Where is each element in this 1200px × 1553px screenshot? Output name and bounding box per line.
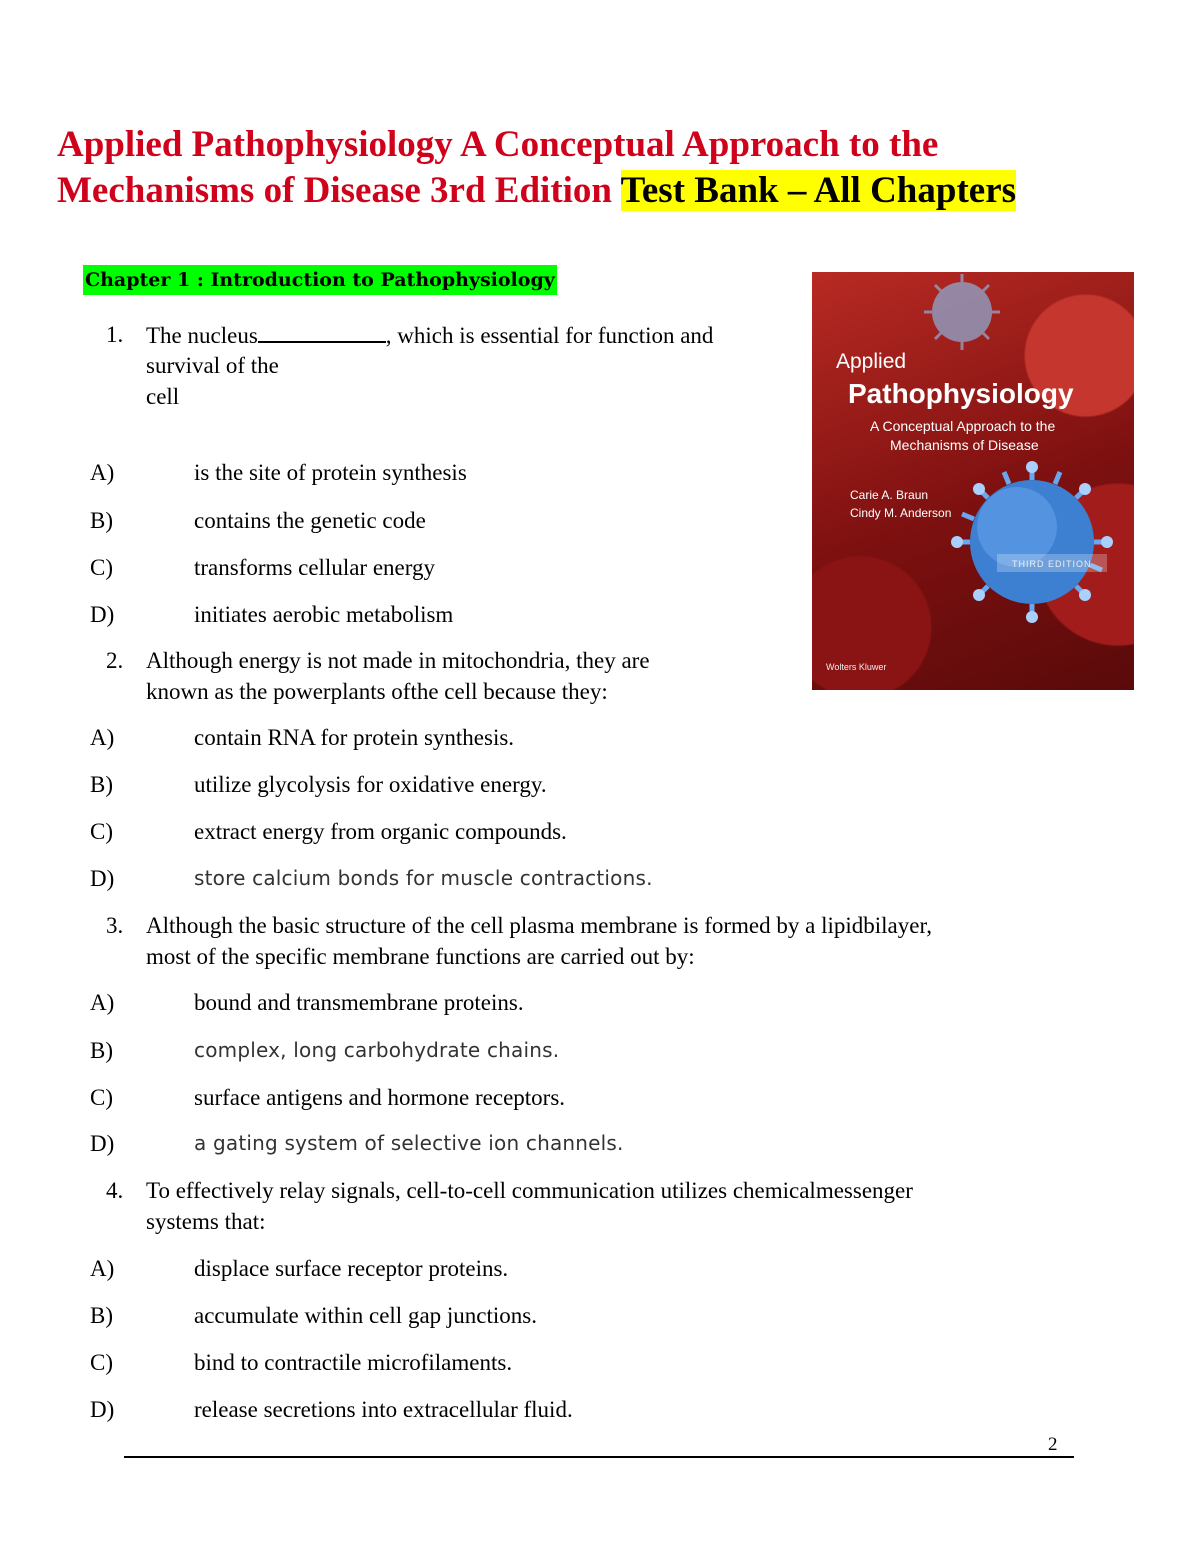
option-letter: D): [90, 1131, 115, 1156]
option-letter: C): [90, 555, 113, 580]
answer-blank: [258, 319, 386, 343]
option-text: bind to contractile microfilaments.: [194, 1350, 513, 1375]
option-letter: A): [90, 460, 115, 485]
option-letter: C): [90, 1350, 113, 1375]
title-line-2: [57, 168, 1157, 214]
option-letter: C): [90, 819, 113, 844]
title-highlight: Test Bank – All Chapters: [620, 170, 1017, 211]
cover-publisher: Wolters Kluwer: [826, 662, 887, 672]
option-letter: D): [90, 1397, 115, 1422]
option-letter: B): [90, 508, 113, 533]
option-text: release secretions into extracellular fluid.: [194, 1397, 573, 1422]
option-text: store calcium bonds for muscle contractions.: [194, 866, 653, 890]
option-text: utilize glycolysis for oxidative energy.: [194, 772, 547, 797]
option-text: complex, long carbohydrate chains.: [194, 1038, 560, 1062]
cover-edition: THIRD EDITION: [1012, 559, 1092, 569]
question-1-stem: [146, 319, 713, 351]
option-letter: A): [90, 1256, 115, 1281]
option-text: is the site of protein synthesis: [194, 460, 467, 485]
question-2-stem-line1: Although energy is not made in mitochondria, they are: [146, 648, 650, 673]
question-2-stem-line2: known as the powerplants ofthe cell because they:: [146, 679, 608, 704]
question-1-stem-part2: , which is essential for function and: [385, 323, 714, 348]
question-4-number: 4.: [106, 1178, 124, 1203]
option-letter: B): [90, 1303, 113, 1328]
option-letter: C): [90, 1085, 113, 1110]
option-letter: B): [90, 1038, 113, 1063]
option-text: displace surface receptor proteins.: [194, 1256, 509, 1281]
option-text: bound and transmembrane proteins.: [194, 990, 524, 1015]
option-text: transforms cellular energy: [194, 555, 435, 580]
option-text: extract energy from organic compounds.: [194, 819, 567, 844]
question-3-number: 3.: [106, 913, 124, 938]
cover-author-1: Carie A. Braun: [850, 488, 929, 502]
question-1-stem-part1: The nucleus: [146, 323, 258, 348]
option-text: a gating system of selective ion channels.: [194, 1131, 624, 1155]
question-3-stem-line2: most of the specific membrane functions are carried out by:: [146, 944, 695, 969]
cover-subtitle-1: A Conceptual Approach to the: [870, 418, 1056, 434]
title-line-2-main: Mechanisms of Disease 3rd Edition: [57, 170, 621, 211]
option-letter: D): [90, 866, 115, 891]
cover-author-2: Cindy M. Anderson: [850, 506, 952, 520]
footer-divider: [124, 1456, 1074, 1458]
option-letter: D): [90, 602, 115, 627]
option-text: contains the genetic code: [194, 508, 426, 533]
option-letter: B): [90, 772, 113, 797]
question-1-number: 1.: [106, 322, 124, 347]
option-letter: A): [90, 990, 115, 1015]
option-text: surface antigens and hormone receptors.: [194, 1085, 566, 1110]
option-text: contain RNA for protein synthesis.: [194, 725, 515, 750]
question-1-stem-line3: cell: [146, 384, 180, 409]
virus-illustration: [812, 272, 1134, 690]
question-2-number: 2.: [106, 648, 124, 673]
document-title: [57, 122, 1157, 214]
chapter-heading: Chapter 1 : Introduction to Pathophysiology: [83, 265, 557, 295]
option-text: accumulate within cell gap junctions.: [194, 1303, 537, 1328]
option-letter: A): [90, 725, 115, 750]
question-4-stem-line2: systems that:: [146, 1209, 266, 1234]
option-text: initiates aerobic metabolism: [194, 602, 454, 627]
page-number: 2: [1048, 1434, 1058, 1455]
cover-subtitle-2: Mechanisms of Disease: [890, 437, 1039, 453]
cover-title: Pathophysiology: [848, 378, 1074, 409]
question-1-stem-line2: survival of the: [146, 353, 279, 378]
cover-applied: Applied: [836, 350, 907, 373]
question-4-stem-line1: To effectively relay signals, cell-to-cell communication utilizes chemicalmessenger: [146, 1178, 913, 1203]
book-cover-image: [812, 272, 1134, 690]
question-3-stem-line1: Although the basic structure of the cell plasma membrane is formed by a lipidbilayer,: [146, 913, 932, 938]
title-line-1: Applied Pathophysiology A Conceptual Approach to the: [57, 124, 939, 165]
